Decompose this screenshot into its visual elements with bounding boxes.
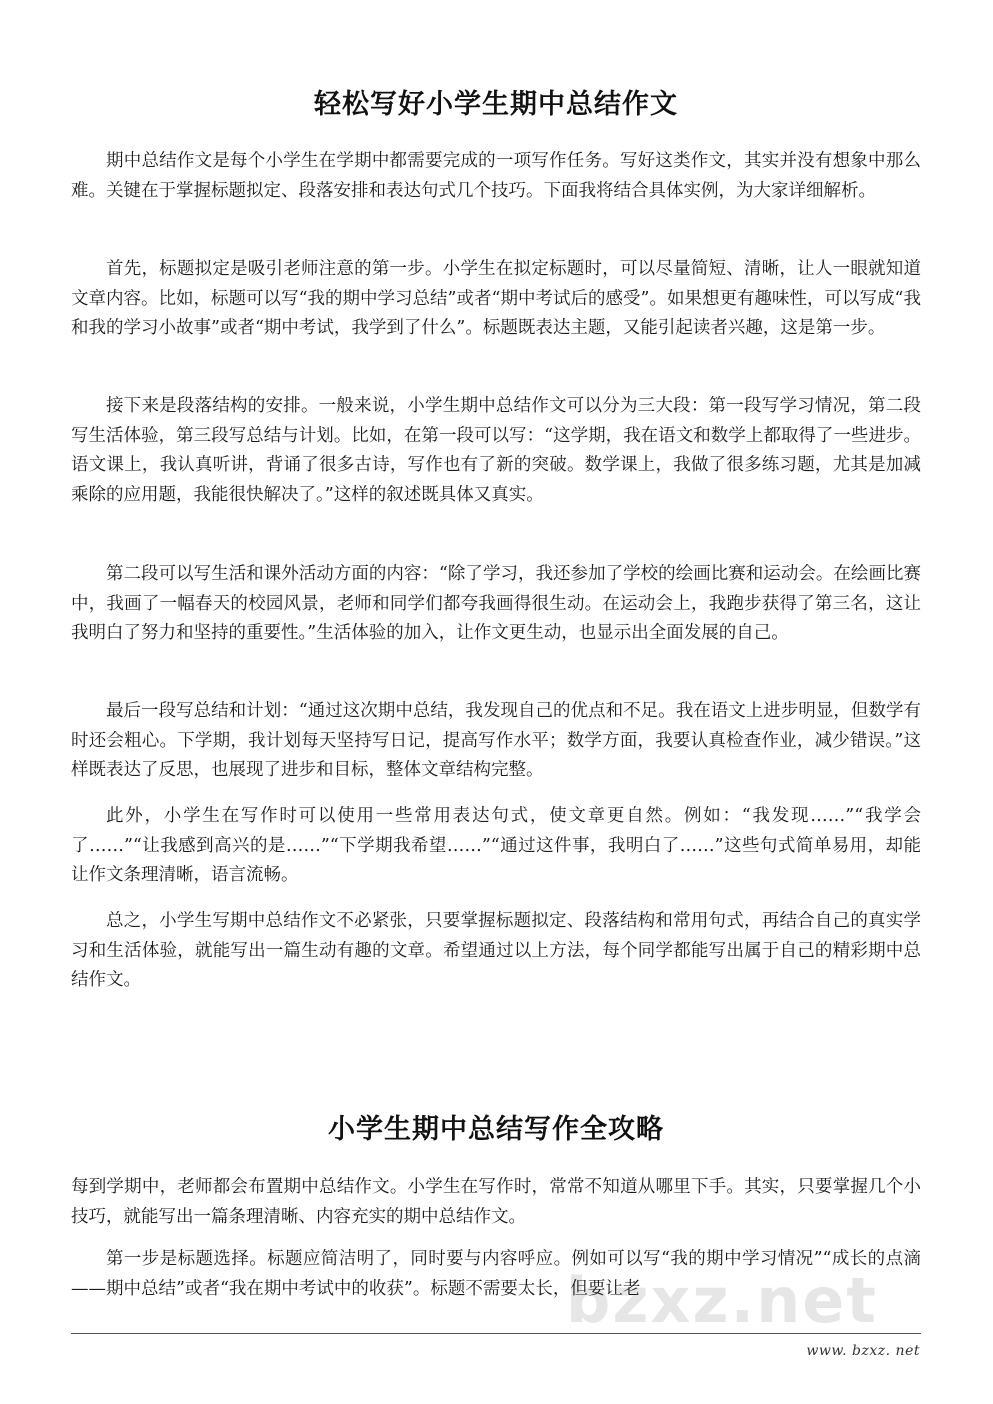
article-paragraph: 第一步是标题选择。标题应简洁明了，同时要与内容呼应。例如可以写“我的期中学习情况”“成长的点滴——期中总结”或者“我在期中考试中的收获”。标题不需要太长，但要让老	[71, 1249, 921, 1299]
footer-divider	[71, 1333, 921, 1334]
watermark-logo: bzxz.net	[566, 1264, 878, 1337]
article-paragraph: 接下来是段落结构的安排。一般来说，小学生期中总结作文可以分为三大段：第一段写学习情况，第二段写生活体验，第三段写总结与计划。比如，在第一段可以写：“这学期，我在语文和数学上都取得了一些进步。语文课上，我认真听讲，背诵了很多古诗，写作也有了新的突破。数学课上，我做了很多练习题，尤其是加减乘除的应用题，我能很快解决了。”这样的叙述既具体又真实。	[71, 396, 921, 505]
article-paragraph: 首先，标题拟定是吸引老师注意的第一步。小学生在拟定标题时，可以尽量简短、清晰，让人一眼就知道文章内容。比如，标题可以写“我的期中学习总结”或者“期中考试后的感受”。如果想更有趣味性，可以写成“我和我的学习小故事”或者“期中考试，我学到了什么”。标题既表达主题，又能引起读者兴趣，这是第一步。	[71, 259, 921, 338]
article-paragraph: 期中总结作文是每个小学生在学期中都需要完成的一项写作任务。写好这类作文，其实并没有想象中那么难。关键在于掌握标题拟定、段落安排和表达句式几个技巧。下面我将结合具体实例，为大家详细解析。	[71, 151, 921, 201]
article-title: 轻松写好小学生期中总结作文	[314, 89, 678, 120]
article-title: 小学生期中总结写作全攻略	[328, 1114, 664, 1145]
footer-website-url: www. bzxz. net	[806, 1343, 920, 1359]
article-paragraph: 此外，小学生在写作时可以使用一些常用表达句式，使文章更自然。例如：“我发现……”“我学会了……”“让我感到高兴的是……”“下学期我希望……”“通过这件事，我明白了……”这些句式简单易用，却能让作文条理清晰，语言流畅。	[71, 806, 921, 885]
article-paragraph: 第二段可以写生活和课外活动方面的内容：“除了学习，我还参加了学校的绘画比赛和运动会。在绘画比赛中，我画了一幅春天的校园风景，老师和同学们都夸我画得很生动。在运动会上，我跑步获得了第三名，这让我明白了努力和坚持的重要性。”生活体验的加入，让作文更生动，也显示出全面发展的自己。	[71, 564, 921, 643]
article-paragraph: 最后一段写总结和计划：“通过这次期中总结，我发现自己的优点和不足。我在语文上进步明显，但数学有时还会粗心。下学期，我计划每天坚持写日记，提高写作水平；数学方面，我要认真检查作业，减少错误。”这样既表达了反思，也展现了进步和目标，整体文章结构完整。	[71, 701, 921, 780]
article-paragraph: 总之，小学生写期中总结作文不必紧张，只要掌握标题拟定、段落结构和常用句式，再结合自己的真实学习和生活体验，就能写出一篇生动有趣的文章。希望通过以上方法，每个同学都能写出属于自己的精彩期中总结作文。	[71, 911, 921, 990]
article-paragraph: 每到学期中，老师都会布置期中总结作文。小学生在写作时，常常不知道从哪里下手。其实，只要掌握几个小技巧，就能写出一篇条理清晰、内容充实的期中总结作文。	[71, 1177, 921, 1227]
